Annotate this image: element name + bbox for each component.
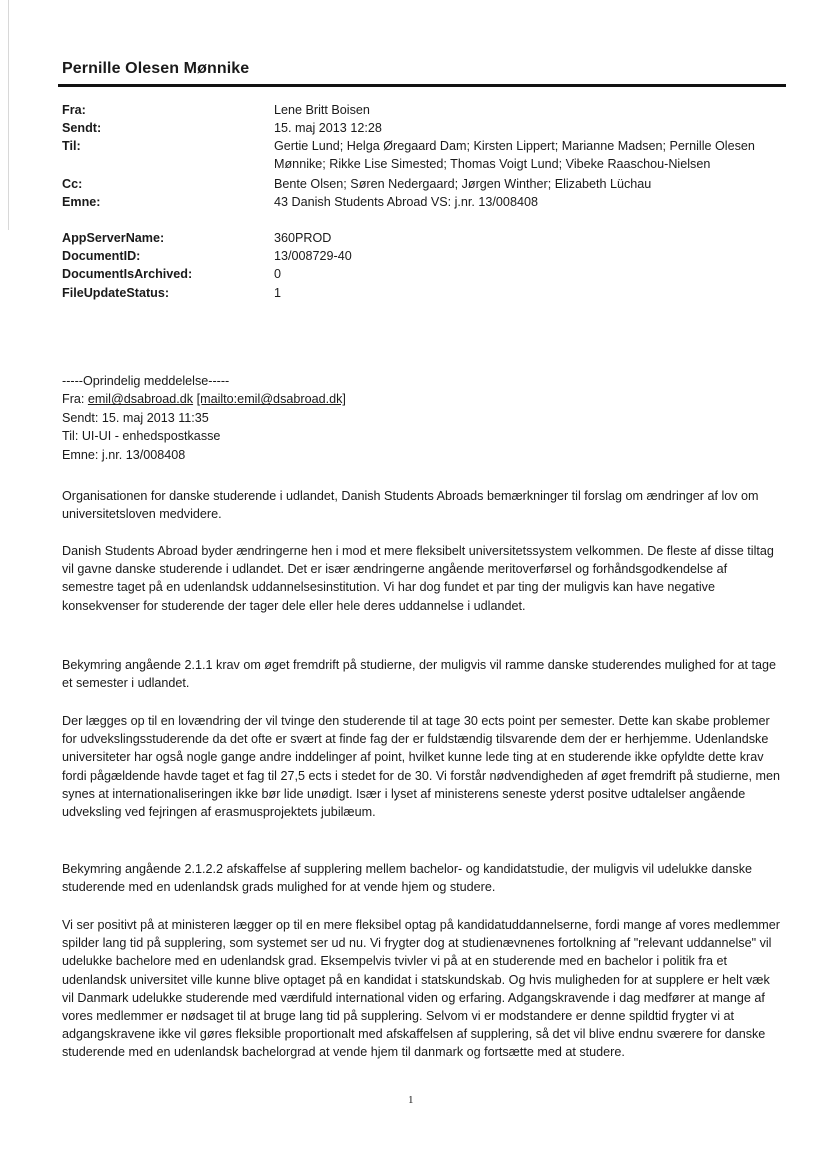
body-paragraph-concern-1-detail: Der lægges op til en lovændring der vil tvinge den studerende til at tage 30 ects point per semester. Dette kan skabe problemer for udvekslingsstuderende da det ofte er svært at finde fag der er fuldstændig tilsvarende dem der er herhjemme. Udenlandske universiteter har også nogle gange andre inddelinger af point, hvilket kunne lede ting at en studerende ikke opfyldte dette krav fordi pågældende havde taget et fag til 27,5 ects i stedet for de 30. Vi forstår nødvendigheden af øget fremdrift på studierne, men synes at internationaliseringen ikke bør lide unødigt. Især i lyset af ministerens seneste yderst positve udtalelser angående udveksling ved fejringen af erasmusprojektets jubilæum. [62, 714, 781, 820]
meta-key: DocumentIsArchived: [62, 267, 193, 281]
body-paragraph-concern-2: Bekymring angående 2.1.2.2 afskaffelse af supplering mellem bachelor- og kandidatstudie, der muligvis vil udelukke danske studerende med en udenlandsk grads mulighed for at vende hjem og studere. [62, 862, 753, 895]
sender-name: Pernille Olesen Mønnike [62, 60, 250, 77]
meta-key: Sendt: [62, 121, 102, 135]
meta-value: 0 [274, 267, 282, 281]
meta-value: 43 Danish Students Abroad VS: j.nr. 13/008408 [274, 195, 538, 209]
meta-key: Til: [62, 139, 81, 153]
meta-key: AppServerName: [62, 231, 165, 245]
sender-mailto-link[interactable]: [mailto:emil@dsabroad.dk] [196, 392, 346, 407]
body-paragraph-concern-1: Bekymring angående 2.1.1 krav om øget fremdrift på studierne, der muligvis vil ramme danske studerendes mulighed for at tage et semester i udlandet. [62, 658, 777, 691]
meta-value: 15. maj 2013 12:28 [274, 121, 382, 135]
header-rule [58, 84, 786, 87]
meta-key: DocumentID: [62, 249, 141, 263]
original-separator: -----Oprindelig meddelelse----- [62, 374, 230, 388]
meta-value: Bente Olsen; Søren Nedergaard; Jørgen Winther; Elizabeth Lüchau [274, 177, 652, 191]
meta-key: FileUpdateStatus: [62, 286, 170, 300]
meta-value: Gertie Lund; Helga Øregaard Dam; Kirsten Lippert; Marianne Madsen; Pernille Olesen Mønnike; Rikke Lise Simested; Thomas Voigt Lund; Vibeke Raaschou-Nielsen [274, 139, 755, 171]
meta-value: Lene Britt Boisen [274, 103, 370, 117]
original-from-label: Fra: [62, 392, 88, 407]
meta-key: Fra: [62, 103, 86, 117]
original-subject: Emne: j.nr. 13/008408 [62, 447, 186, 462]
page-number: 1 [408, 1094, 414, 1106]
body-paragraph-intro: Organisationen for danske studerende i udlandet, Danish Students Abroads bemærkninger til forslag om ændringer af lov om universitetsloven medvidere. [62, 489, 759, 522]
scan-edge-line [8, 0, 9, 230]
meta-value: 13/008729-40 [274, 249, 352, 263]
body-paragraph-welcome: Danish Students Abroad byder ændringerne hen i mod et mere fleksibelt universitetssystem velkommen. De fleste af disse tiltag vil gavne danske studerende i udlandet. Det er især ændringerne angående meritoverførsel og forhåndsgodkendelse af semestre taget på en udenlandsk uddannelsesinstitution. Vi har dog fundet et par ting der muligvis kan have negative konsekvenser for studerende der tager dele eller hele deres uddannelse i udlandet. [62, 544, 774, 613]
meta-value: 360PROD [274, 231, 332, 245]
meta-value: 1 [274, 286, 282, 300]
meta-key: Emne: [62, 195, 101, 209]
meta-key: Cc: [62, 177, 83, 191]
sender-email-link[interactable]: emil@dsabroad.dk [87, 392, 194, 407]
original-from-line [62, 390, 782, 408]
original-message-header [62, 372, 782, 464]
body-paragraph-concern-2-detail: Vi ser positivt på at ministeren lægger op til en mere fleksibel optag på kandidatuddannelserne, fordi mange af vores medlemmer spilder lang tid på supplering, som systemet ser ud nu. Vi frygter dog at studienævnenes fortolkning af "relevant uddannelse" vil udelukke bachelore med en udenlandsk grad. Eksempelvis tvivler vi på at en studerende med en bachelor i politik fra et udenlandsk universitet ville kunne blive optaget på en kandidat i statskundskab. Og hvis muligheden for at supplere er helt væk vil Danmark udelukke studerende med værdifuld international viden og erfaring. Adgangskravende i dag medfører at mange af vores medlemmer er nødsaget til at bruge lang tid på supplering. Selvom vi er modstandere er denne spildtid frygter vi at adgangskravene ikke vil gøres fleksible proportionalt med afskaffelsen af supplering, så det vil blive endnu sværere for danske studerende med en udenlandsk bachelorgrad at vende hjem til danmark og fortsætte med at studere. [62, 918, 780, 1060]
original-to: Til: UI-UI - enhedspostkasse [62, 429, 221, 444]
original-sent: Sendt: 15. maj 2013 11:35 [62, 410, 209, 425]
